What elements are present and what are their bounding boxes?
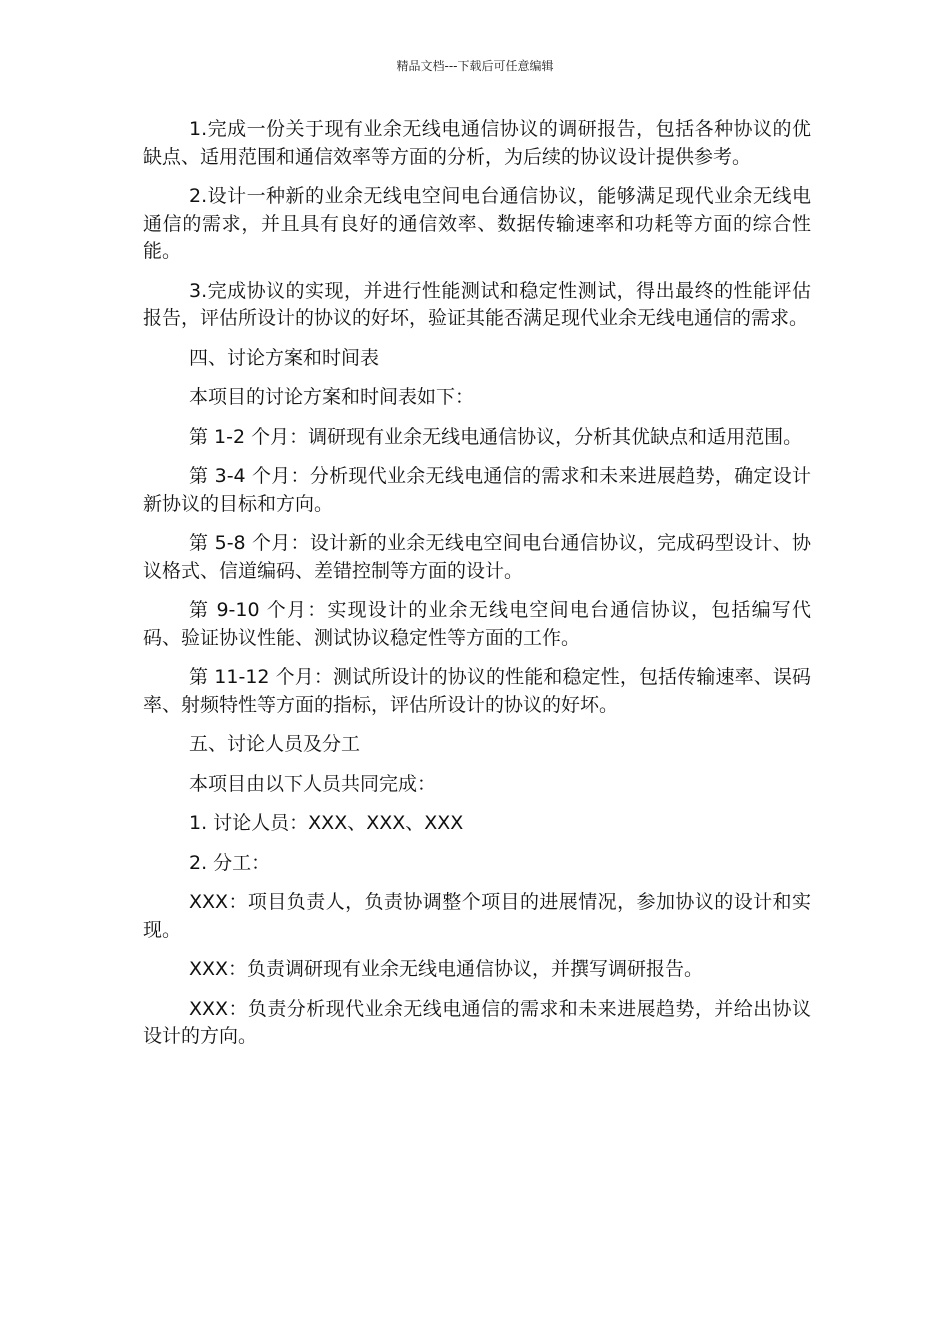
paragraph-goal-1: 1.完成一份关于现有业余无线电通信协议的调研报告，包括各种协议的优缺点、适用范围和通信效率等方面的分析，为后续的协议设计提供参考。 bbox=[143, 118, 811, 168]
paragraph-staff-list: 1. 讨论人员：XXX、XXX、XXX bbox=[189, 812, 464, 834]
paragraph-month-9-10: 第 9-10 个月：实现设计的业余无线电空间电台通信协议，包括编写代码、验证协议性能、测试协议稳定性等方面的工作。 bbox=[143, 599, 811, 649]
page-header: 精品文档---下载后可任意编辑 bbox=[396, 59, 554, 73]
paragraph-staff-intro: 本项目由以下人员共同完成： bbox=[189, 772, 437, 795]
paragraph-plan-intro: 本项目的讨论方案和时间表如下： bbox=[189, 386, 475, 408]
paragraph-goal-3: 3.完成协议的实现，并进行性能测试和稳定性测试，得出最终的性能评估报告，评估所设计的协议的好坏，验证其能否满足现代业余无线电通信的需求。 bbox=[143, 279, 811, 329]
paragraph-goal-2: 2.设计一种新的业余无线电空间电台通信协议，能够满足现代业余无线电通信的需求，并且具有良好的通信效率、数据传输速率和功耗等方面的综合性能。 bbox=[143, 185, 811, 262]
paragraph-role-2: XXX：负责调研现有业余无线电通信协议，并撰写调研报告。 bbox=[189, 958, 704, 980]
section-heading-plan: 四、讨论方案和时间表 bbox=[189, 346, 380, 369]
paragraph-role-1: XXX：项目负责人，负责协调整个项目的进展情况，参加协议的设计和实现。 bbox=[143, 891, 811, 941]
paragraph-division-heading: 2. 分工： bbox=[189, 851, 271, 874]
section-heading-staff: 五、讨论人员及分工 bbox=[189, 733, 361, 755]
paragraph-month-1-2: 第 1-2 个月：调研现有业余无线电通信协议，分析其优缺点和适用范围。 bbox=[189, 425, 803, 448]
paragraph-month-5-8: 第 5-8 个月：设计新的业余无线电空间电台通信协议，完成码型设计、协议格式、信道编码、差错控制等方面的设计。 bbox=[143, 532, 811, 582]
document-body bbox=[143, 116, 811, 1063]
paragraph-month-3-4: 第 3-4 个月：分析现代业余无线电通信的需求和未来进展趋势，确定设计新协议的目标和方向。 bbox=[143, 465, 811, 515]
paragraph-month-11-12: 第 11-12 个月：测试所设计的协议的性能和稳定性，包括传输速率、误码率、射频特性等方面的指标，评估所设计的协议的好坏。 bbox=[143, 666, 811, 716]
paragraph-role-3: XXX：负责分析现代业余无线电通信的需求和未来进展趋势，并给出协议设计的方向。 bbox=[143, 997, 811, 1047]
